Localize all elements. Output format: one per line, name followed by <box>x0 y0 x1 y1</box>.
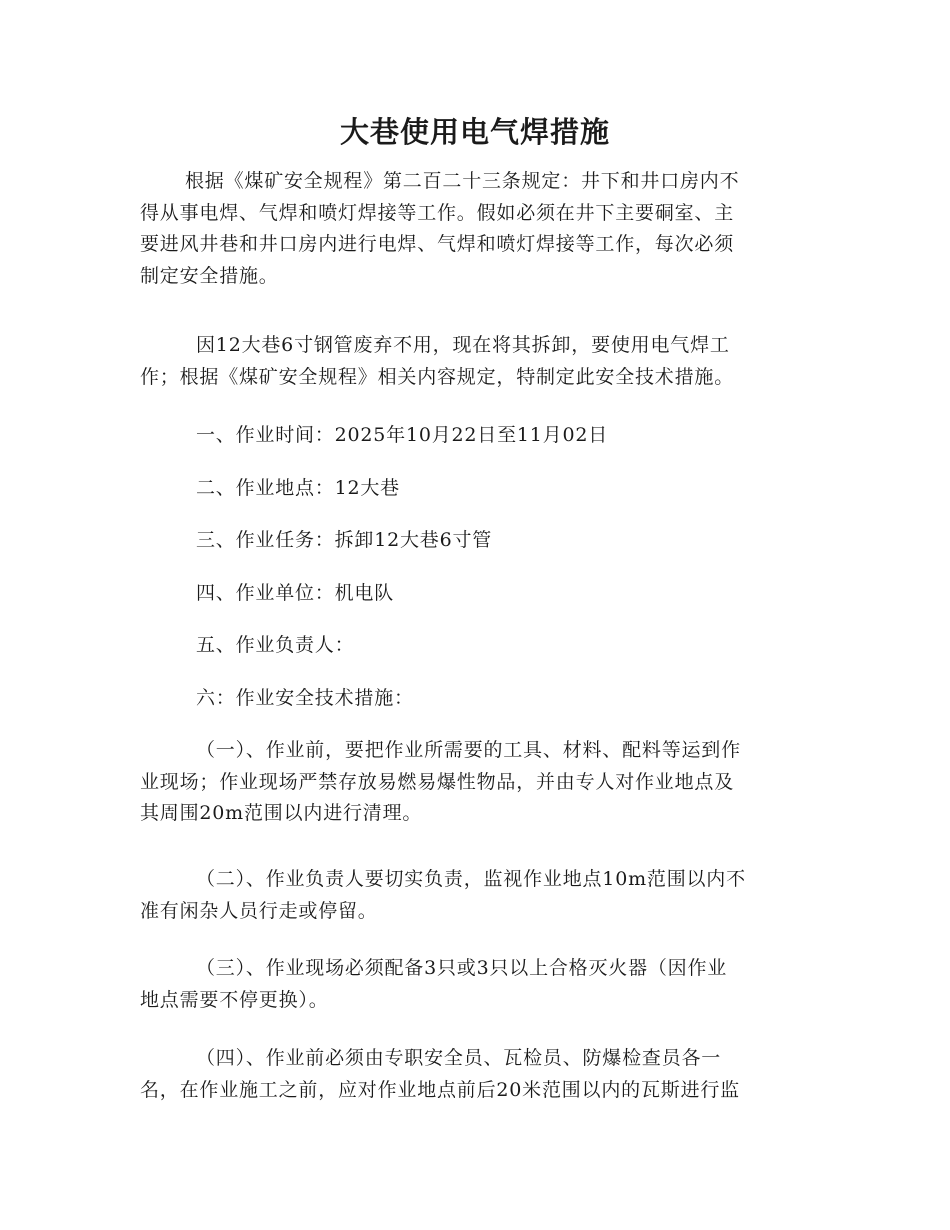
paragraph-reason <box>140 330 805 393</box>
item-work-unit <box>140 578 805 610</box>
paragraph-line: 因12大巷6寸钢管废弃不用，现在将其拆卸，要使用电气焊工 <box>196 334 730 356</box>
item-line: 五、作业负责人： <box>196 634 355 656</box>
paragraph-line: 名，在作业施工之前，应对作业地点前后20米范围以内的瓦斯进行监 <box>140 1078 740 1101</box>
item-line: 四、作业单位：机电队 <box>196 582 395 604</box>
paragraph-line: 根据《煤矿安全规程》第二百二十三条规定：井下和井口房内不 <box>185 170 740 192</box>
paragraph-line: 地点需要不停更换）。 <box>140 988 329 1011</box>
measure-3 <box>140 953 805 1016</box>
item-work-task <box>140 525 805 557</box>
measure-1 <box>140 735 805 830</box>
paragraph-line: （二）、作业负责人要切实负责，监视作业地点10m范围以内不 <box>196 868 746 890</box>
measure-4 <box>140 1043 805 1106</box>
item-line: 一、作业时间：2025年10月22日至11月02日 <box>196 424 609 446</box>
paragraph-line: 作；根据《煤矿安全规程》相关内容规定，特制定此安全技术措施。 <box>140 365 735 388</box>
paragraph-line: 制定安全措施。 <box>140 264 279 287</box>
item-line: 二、作业地点：12大巷 <box>196 477 400 499</box>
item-work-location <box>140 473 805 505</box>
paragraph-line: 得从事电焊、气焊和喷灯焊接等工作。假如必须在井下主要硐室、主 <box>140 201 735 224</box>
paragraph-line: 准有闲杂人员行走或停留。 <box>140 899 378 922</box>
paragraph-line: （一）、作业前，要把作业所需要的工具、材料、配料等运到作 <box>196 739 741 761</box>
item-line: 六：作业安全技术措施： <box>196 687 414 709</box>
paragraph-regulation <box>140 166 805 292</box>
item-line: 三、作业任务：拆卸12大巷6寸管 <box>196 529 493 551</box>
paragraph-line: （三）、作业现场必须配备3只或3只以上合格灭火器（因作业 <box>196 957 728 979</box>
item-work-time <box>140 420 805 452</box>
paragraph-line: 要进风井巷和井口房内进行电焊、气焊和喷灯焊接等工作，每次必须 <box>140 233 735 255</box>
document-title: 大巷使用电气焊措施 <box>339 115 610 149</box>
item-safety-measures <box>140 683 805 715</box>
paragraph-line: （四）、作业前必须由专职安全员、瓦检员、防爆检查员各一 <box>196 1047 722 1069</box>
measure-2 <box>140 864 805 927</box>
paragraph-line: 其周围20m范围以内进行清理。 <box>140 802 423 824</box>
item-work-leader <box>140 630 805 662</box>
paragraph-line: 业现场；作业现场严禁存放易燃易爆性物品，并由专人对作业地点及 <box>140 770 735 793</box>
